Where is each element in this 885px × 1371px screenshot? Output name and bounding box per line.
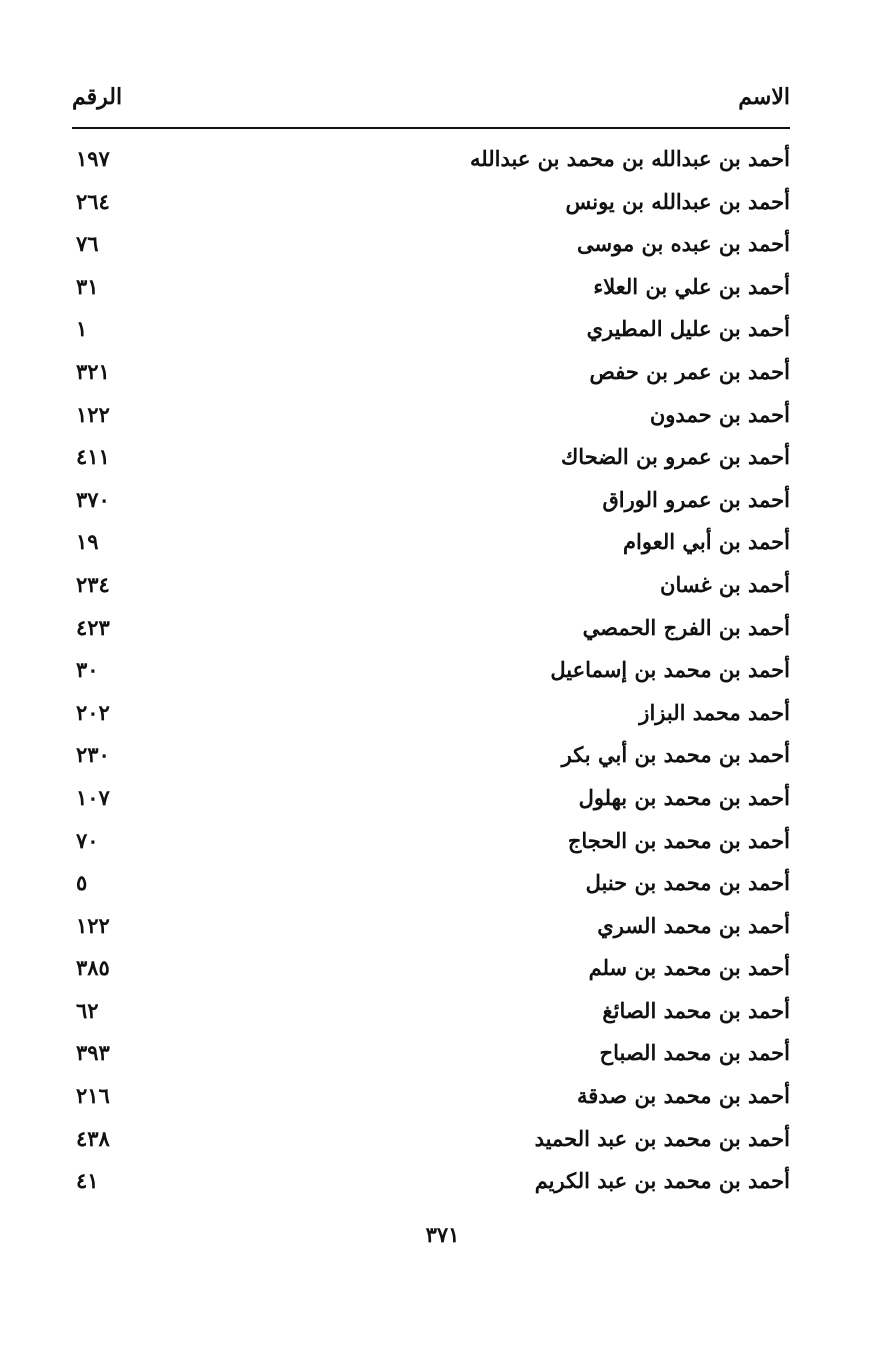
entry-number: ٣٧٠ xyxy=(76,486,110,512)
entry-name: أحمد بن عبدالله بن محمد بن عبدالله xyxy=(470,146,790,171)
list-item xyxy=(72,225,790,268)
entry-name: أحمد بن علي بن العلاء xyxy=(593,273,790,299)
list-item xyxy=(72,822,790,865)
entry-name: أحمد بن محمد بن إسماعيل xyxy=(550,657,790,683)
entry-name: أحمد بن محمد بن عبد الحميد xyxy=(534,1125,790,1151)
entry-name: أحمد بن غسان xyxy=(660,571,790,597)
list-item xyxy=(72,1077,790,1120)
list-item xyxy=(72,949,790,992)
entry-name: أحمد بن محمد بن بهلول xyxy=(578,784,790,810)
entry-number: ٣٨٥ xyxy=(76,955,110,981)
entry-name: أحمد بن عمر بن حفص xyxy=(589,358,790,384)
page-number: ٣٧١ xyxy=(425,1222,460,1247)
entry-name: أحمد بن الفرج الحمصي xyxy=(582,614,790,640)
entry-number: ٦٢ xyxy=(76,997,99,1023)
entry-number: ٢٦٤ xyxy=(76,188,110,214)
index-list xyxy=(72,140,790,1205)
entry-name: أحمد بن محمد بن أبي بكر xyxy=(561,742,790,768)
entry-number: ٢٣٤ xyxy=(76,571,110,597)
entry-name: أحمد بن عبدالله بن يونس xyxy=(565,188,790,214)
entry-name: أحمد بن محمد الصباح xyxy=(599,1040,790,1066)
entry-number: ١٩٧ xyxy=(76,146,110,171)
entry-number: ٣٩٣ xyxy=(76,1040,110,1066)
entry-number: ٤٣٨ xyxy=(76,1125,110,1151)
list-item xyxy=(72,268,790,311)
entry-name: أحمد بن محمد الصائغ xyxy=(602,997,790,1023)
entry-number: ٧٦ xyxy=(76,231,99,257)
entry-number: ٤١١ xyxy=(76,444,110,470)
list-item xyxy=(72,1162,790,1205)
list-item xyxy=(72,396,790,439)
list-item xyxy=(72,140,790,183)
entry-name: أحمد بن محمد بن صدقة xyxy=(576,1083,790,1109)
entry-number: ٣١ xyxy=(76,273,99,299)
entry-name: أحمد بن محمد السري xyxy=(597,912,790,938)
entry-name: أحمد بن عبده بن موسى xyxy=(577,231,790,257)
list-item xyxy=(72,1034,790,1077)
list-item xyxy=(72,907,790,950)
entry-name: أحمد بن حمدون xyxy=(649,401,790,427)
entry-number: ٣٠ xyxy=(76,657,99,683)
entry-name: أحمد بن عليل المطيري xyxy=(586,316,790,342)
entry-name: أحمد بن عمرو بن الضحاك xyxy=(561,444,790,470)
list-item xyxy=(72,651,790,694)
list-item xyxy=(72,609,790,652)
header-divider xyxy=(72,127,790,129)
list-item xyxy=(72,566,790,609)
list-item xyxy=(72,992,790,1035)
entry-number: ١ xyxy=(76,316,88,342)
entry-number: ٤٢٣ xyxy=(76,614,110,640)
list-item xyxy=(72,864,790,907)
entry-name: أحمد بن أبي العوام xyxy=(623,529,790,555)
entry-name: أحمد بن محمد بن حنبل xyxy=(585,870,790,896)
entry-name: أحمد بن محمد بن سلم xyxy=(588,955,790,981)
list-item xyxy=(72,523,790,566)
entry-name: أحمد محمد البزاز xyxy=(639,699,790,725)
list-item xyxy=(72,694,790,737)
list-item xyxy=(72,310,790,353)
entry-number: ١٠٧ xyxy=(76,784,110,810)
entry-number: ٢١٦ xyxy=(76,1083,110,1109)
list-item xyxy=(72,779,790,822)
entry-number: ١٢٢ xyxy=(76,401,110,427)
list-item xyxy=(72,481,790,524)
entry-number: ٢٣٠ xyxy=(76,742,110,768)
list-item xyxy=(72,1120,790,1163)
list-item xyxy=(72,353,790,396)
number-column-header: الرقم xyxy=(72,84,123,110)
entry-name: أحمد بن عمرو الوراق xyxy=(602,486,790,512)
entry-number: ٥ xyxy=(76,870,88,896)
entry-number: ٧٠ xyxy=(76,827,99,853)
list-item xyxy=(72,736,790,779)
list-item xyxy=(72,438,790,481)
list-item xyxy=(72,183,790,226)
entry-number: ١٩ xyxy=(76,529,99,555)
table-header xyxy=(72,84,790,124)
entry-number: ٣٢١ xyxy=(76,358,110,384)
entry-number: ٢٠٢ xyxy=(76,699,110,725)
entry-number: ١٢٢ xyxy=(76,912,110,938)
name-column-header: الاسم xyxy=(738,84,790,110)
entry-number: ٤١ xyxy=(76,1168,99,1194)
entry-name: أحمد بن محمد بن عبد الكريم xyxy=(534,1168,790,1194)
entry-name: أحمد بن محمد بن الحجاج xyxy=(567,827,790,853)
